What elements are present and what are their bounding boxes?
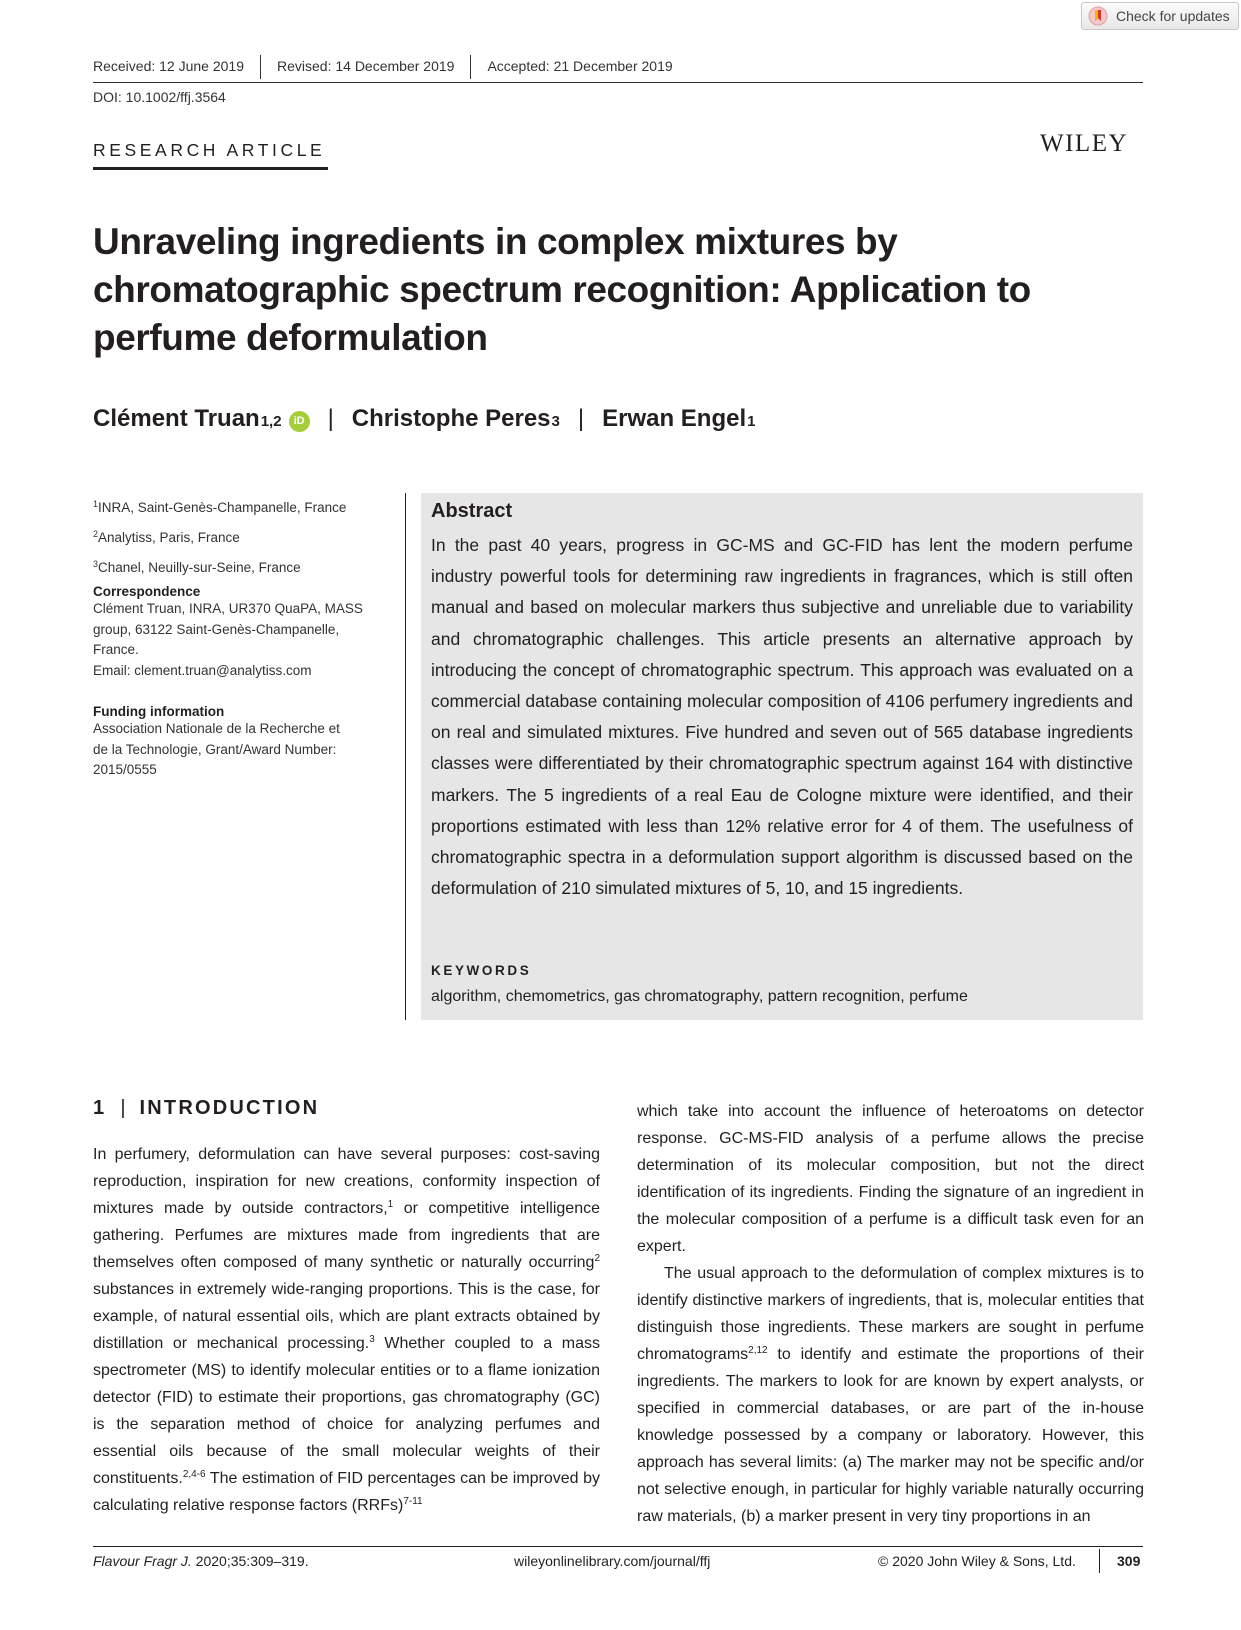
citation-ref[interactable]: 2,4-6 — [182, 1469, 206, 1480]
author-separator: | — [327, 405, 334, 432]
funding-heading: Funding information — [93, 704, 225, 719]
funding-text — [93, 719, 393, 781]
affiliations — [93, 491, 393, 581]
affiliation-sup: 3 — [93, 559, 99, 569]
funding-line: de la Technologie, Grant/Award Number: — [93, 741, 337, 757]
footer-divider — [1099, 1549, 1100, 1573]
citation-ref[interactable]: 1 — [387, 1199, 394, 1210]
header-rule — [93, 82, 1143, 83]
orcid-icon[interactable]: iD — [289, 411, 310, 432]
correspondence-line: group, 63122 Saint-Genès-Champanelle, — [93, 621, 340, 637]
section-separator: | — [120, 1097, 126, 1119]
affiliation-text: INRA, Saint-Genès-Champanelle, France — [98, 500, 347, 515]
article-type-underline — [93, 167, 328, 170]
footer-citation — [93, 1553, 309, 1569]
keywords-text: algorithm, chemometrics, gas chromatography, pattern recognition, perfume — [431, 988, 968, 1005]
article-history — [93, 58, 1143, 79]
section-title: INTRODUCTION — [139, 1097, 320, 1119]
section-heading — [93, 1097, 319, 1120]
page-number: 309 — [1117, 1553, 1141, 1569]
body-text: The usual approach to the deformulation of complex mixtures is to identify distinctive markers of ingredients, that is, molecular entities that distinguish those ingredients. These markers are sought in perfume chromatograms — [637, 1265, 1144, 1363]
citation-ref[interactable]: 3 — [369, 1334, 375, 1345]
body-text: substances in extremely wide-ranging proportions. This is the case, for example, of natural essential oils, which are plant extracts obtained by distillation or mechanical processing. — [93, 1281, 600, 1352]
citation-ref[interactable]: 2 — [594, 1253, 600, 1264]
abstract-heading: Abstract — [431, 500, 513, 522]
author-name[interactable]: Christophe Peres — [351, 405, 551, 432]
copyright: © 2020 John Wiley & Sons, Ltd. — [878, 1553, 1076, 1569]
author-list — [93, 405, 756, 434]
funding-line: Association Nationale de la Recherche et — [93, 721, 340, 736]
abstract-divider — [405, 493, 406, 1020]
citation-ref[interactable]: 7-11 — [403, 1496, 423, 1507]
affiliation-item — [93, 521, 393, 551]
journal-name: Flavour Fragr J. — [93, 1553, 192, 1569]
correspondence-email[interactable]: Email: clement.truan@analytiss.com — [93, 662, 312, 678]
body-column-left — [93, 1141, 600, 1519]
revised-date: Revised: 14 December 2019 — [277, 58, 455, 74]
citation-ref[interactable]: 2,12 — [748, 1345, 768, 1356]
citation-info: 2020;35:309–319. — [191, 1553, 309, 1569]
author-name[interactable]: Erwan Engel — [602, 405, 747, 432]
author-affiliation-sup: 3 — [551, 413, 560, 430]
correspondence-line: Clément Truan, INRA, UR370 QuaPA, MASS — [93, 601, 363, 616]
paragraph: which take into account the influence of heteroatoms on detector response. GC-MS-FID analysis of a perfume allows the precise determination of its molecular composition, but not the direct identification of its ingredients. Finding the signature of an ingredient in the molecular composition of a perfume is a difficult task even for an expert. — [637, 1103, 1144, 1255]
affiliation-item — [93, 491, 393, 521]
body-text: The estimation of FID percentages can be improved by calculating relative response factors (RRFs) — [93, 1470, 600, 1514]
journal-url[interactable]: wileyonlinelibrary.com/journal/ffj — [514, 1553, 711, 1569]
history-divider — [260, 55, 261, 79]
bookmark-icon — [1088, 6, 1108, 26]
footer-rule — [93, 1546, 1143, 1547]
doi[interactable]: DOI: 10.1002/ffj.3564 — [93, 89, 226, 105]
body-text: or competitive intelligence gathering. Perfumes are mixtures made from ingredients that are themselves often composed of many synthetic or naturally occurring — [93, 1200, 600, 1271]
correspondence-text — [93, 599, 393, 681]
author-affiliation-sup: 1,2 — [260, 413, 282, 430]
correspondence-heading: Correspondence — [93, 584, 201, 599]
accepted-date: Accepted: 21 December 2019 — [487, 58, 673, 74]
funding-line: 2015/0555 — [93, 762, 157, 777]
check-for-updates-button[interactable] — [1081, 2, 1239, 30]
article-type: RESEARCH ARTICLE — [93, 140, 326, 160]
affiliation-text: Chanel, Neuilly-sur-Seine, France — [98, 560, 301, 575]
body-text: Whether coupled to a mass spectrometer (MS) to identify molecular entities or to a flame ionization detector (FID) to estimate their proportions, gas chromatography (GC) is the separation method of choice for analyzing perfumes and essential oils because of the small molecular weights of their constituents. — [93, 1335, 600, 1487]
affiliation-text: Analytiss, Paris, France — [98, 530, 240, 545]
abstract-text: In the past 40 years, progress in GC-MS and GC-FID has lent the modern perfume industry powerful tools for determining raw ingredients in fragrances, which is still often manual and based on molecular markers thus subjective and unreliable due to variability and chromatographic challenges. This article presents an alternative approach by introducing the concept of chromatographic spectrum. This approach was evaluated on a commercial database containing molecular composition of 4106 perfumery ingredients and on real and simulated mixtures. Five hundred and seven out of 565 database ingredients classes were differentiated by their chromatographic spectrum against 164 with distinctive markers. The 5 ingredients of a real Eau de Cologne mixture were identified, and their proportions estimated with less than 12% relative error for 4 of them. The usefulness of chromatographic spectra in a deformulation support algorithm is discussed based on the deformulation of 210 simulated mixtures of 5, 10, and 15 ingredients. — [431, 535, 1133, 899]
received-date: Received: 12 June 2019 — [93, 58, 244, 74]
article-title: Unraveling ingredients in complex mixtures by chromatographic spectrum recognition: Application to perfume deformulation — [93, 221, 1031, 358]
correspondence-block — [93, 584, 393, 681]
author-affiliation-sup: 1 — [747, 413, 756, 430]
body-column-right — [637, 1098, 1144, 1530]
keywords-heading: KEYWORDS — [431, 963, 532, 978]
paragraph — [637, 1260, 1144, 1530]
affiliation-item — [93, 551, 393, 581]
publisher-logo: WILEY — [1040, 130, 1129, 157]
body-text: In perfumery, deformulation can have several purposes: cost-saving reproduction, inspiration for new creations, conformity inspection of mixtures made by outside contractors, — [93, 1146, 600, 1217]
history-divider — [470, 55, 471, 79]
body-text: to identify and estimate the proportions of their ingredients. The markers to look for are known by expert analysts, or specified in commercial databases, or are part of the in-house knowledge possessed by a company or laboratory. However, this approach has several limits: (a) The marker may not be specific and/or not selective enough, in particular for highly variable naturally occurring raw materials, (b) a marker present in very tiny proportions in an — [637, 1346, 1144, 1525]
author-separator: | — [577, 405, 585, 432]
paragraph — [93, 1141, 600, 1519]
correspondence-line: France. — [93, 642, 139, 657]
check-for-updates-label: Check for updates — [1116, 8, 1230, 24]
section-number: 1 — [93, 1097, 107, 1119]
funding-block — [93, 704, 393, 781]
affiliation-sup: 1 — [93, 499, 99, 509]
affiliation-sup: 2 — [93, 529, 99, 539]
author-name[interactable]: Clément Truan — [93, 405, 260, 432]
